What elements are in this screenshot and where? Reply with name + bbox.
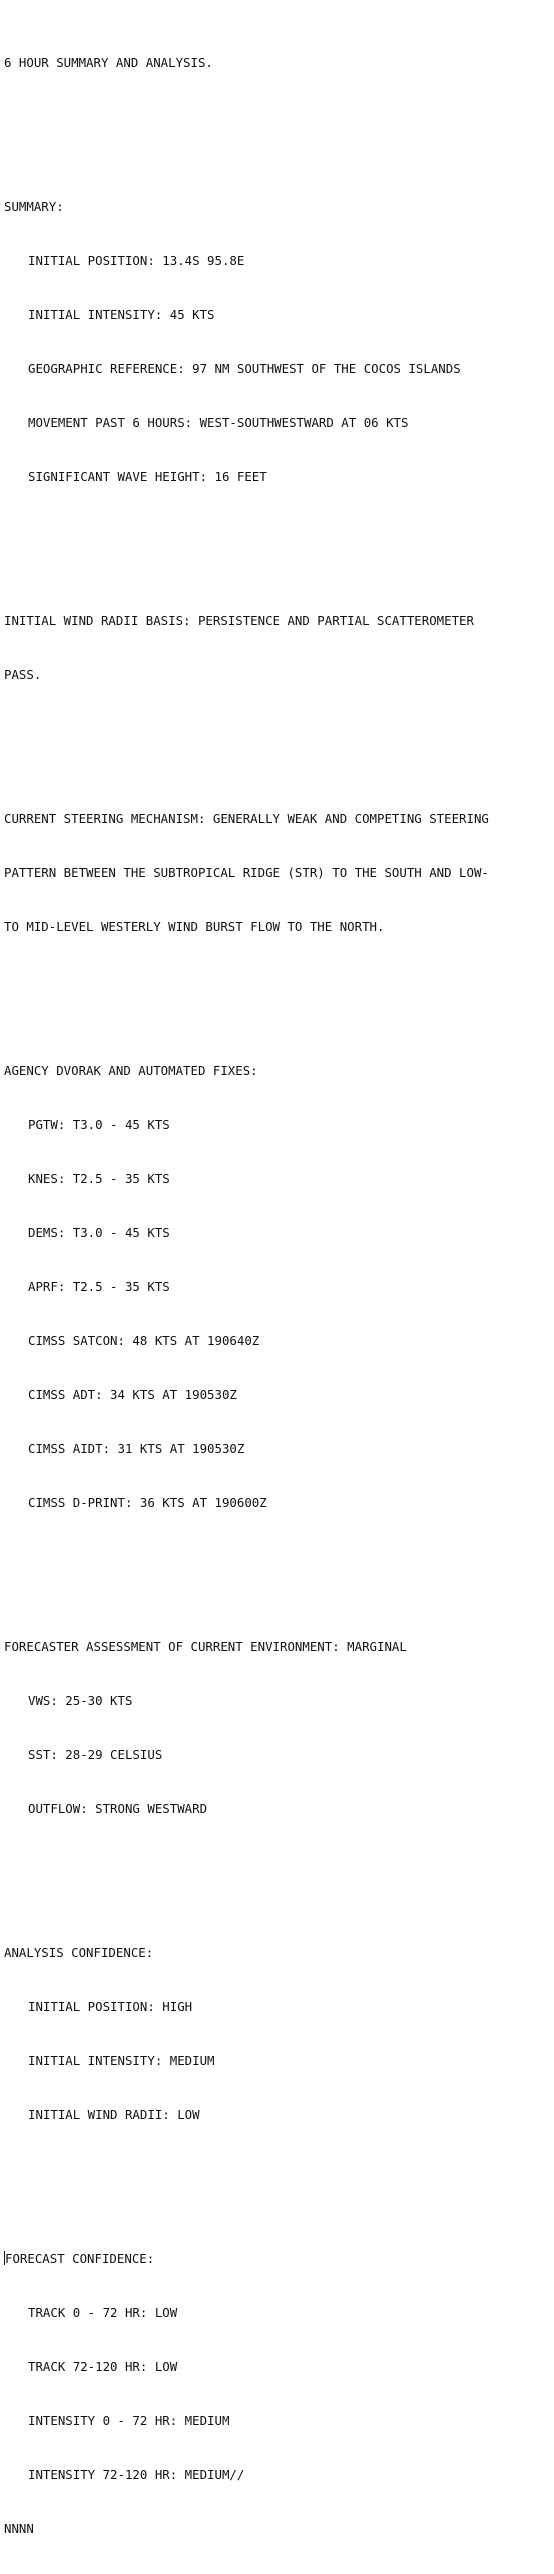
summary-initial-intensity: INITIAL INTENSITY: 45 KTS (28, 307, 215, 322)
fix-pgtw: PGTW: T3.0 - 45 KTS (28, 1117, 170, 1132)
blank-line (4, 522, 552, 540)
forecast-confidence-heading: FORECAST CONFIDENCE: (5, 2251, 155, 2266)
environment-heading: FORECASTER ASSESSMENT OF CURRENT ENVIRONMENT: MARGINAL (4, 1639, 407, 1654)
forecast-intensity-0-72: INTENSITY 0 - 72 HR: MEDIUM (28, 2413, 230, 2428)
fix-aprf: APRF: T2.5 - 35 KTS (28, 1279, 170, 1294)
blank-line (4, 1548, 552, 1566)
blank-line (4, 2160, 552, 2178)
environment-outflow: OUTFLOW: STRONG WESTWARD (28, 1801, 208, 1816)
fix-knes: KNES: T2.5 - 35 KTS (28, 1171, 170, 1186)
forecast-intensity-72-120: INTENSITY 72-120 HR: MEDIUM// (28, 2467, 245, 2482)
steering-line-2: PATTERN BETWEEN THE SUBTROPICAL RIDGE (STR) TO THE SOUTH AND LOW- (4, 865, 489, 880)
forecast-confidence-heading-line[interactable] (4, 2250, 552, 2268)
environment-vws: VWS: 25-30 KTS (28, 1693, 133, 1708)
analysis-confidence-wind-radii: INITIAL WIND RADII: LOW (28, 2107, 200, 2122)
summary-wave-height: SIGNIFICANT WAVE HEIGHT: 16 FEET (28, 469, 267, 484)
steering-line-3: TO MID-LEVEL WESTERLY WIND BURST FLOW TO THE NORTH. (4, 919, 385, 934)
forecast-track-72-120: TRACK 72-120 HR: LOW (28, 2359, 178, 2374)
fix-cimss-adt: CIMSS ADT: 34 KTS AT 190530Z (28, 1387, 237, 1402)
summary-heading: SUMMARY: (4, 199, 64, 214)
wind-radii-line-2: PASS. (4, 667, 42, 682)
fix-cimss-satcon: CIMSS SATCON: 48 KTS AT 190640Z (28, 1333, 260, 1348)
fix-cimss-aidt: CIMSS AIDT: 31 KTS AT 190530Z (28, 1441, 245, 1456)
fix-dems: DEMS: T3.0 - 45 KTS (28, 1225, 170, 1240)
fix-cimss-dprint: CIMSS D-PRINT: 36 KTS AT 190600Z (28, 1495, 267, 1510)
summary-movement: MOVEMENT PAST 6 HOURS: WEST-SOUTHWESTWARD AT 06 KTS (28, 415, 409, 430)
summary-initial-position: INITIAL POSITION: 13.4S 95.8E (28, 253, 245, 268)
analysis-confidence-intensity: INITIAL INTENSITY: MEDIUM (28, 2053, 215, 2068)
summary-geographic-reference: GEOGRAPHIC REFERENCE: 97 NM SOUTHWEST OF THE COCOS ISLANDS (28, 361, 461, 376)
steering-line-1: CURRENT STEERING MECHANISM: GENERALLY WEAK AND COMPETING STEERING (4, 811, 489, 826)
blank-line (4, 720, 552, 738)
forecast-track-0-72: TRACK 0 - 72 HR: LOW (28, 2305, 178, 2320)
bulletin-document (4, 0, 552, 2574)
analysis-confidence-heading: ANALYSIS CONFIDENCE: (4, 1945, 154, 1960)
end-marker: NNNN (4, 2521, 34, 2536)
environment-sst: SST: 28-29 CELSIUS (28, 1747, 163, 1762)
blank-line (4, 108, 552, 126)
wind-radii-line-1: INITIAL WIND RADII BASIS: PERSISTENCE AND PARTIAL SCATTEROMETER (4, 613, 474, 628)
blank-line (4, 1854, 552, 1872)
blank-line (4, 972, 552, 990)
fixes-heading: AGENCY DVORAK AND AUTOMATED FIXES: (4, 1063, 258, 1078)
analysis-confidence-position: INITIAL POSITION: HIGH (28, 1999, 193, 2014)
document-title: 6 HOUR SUMMARY AND ANALYSIS. (4, 55, 213, 70)
